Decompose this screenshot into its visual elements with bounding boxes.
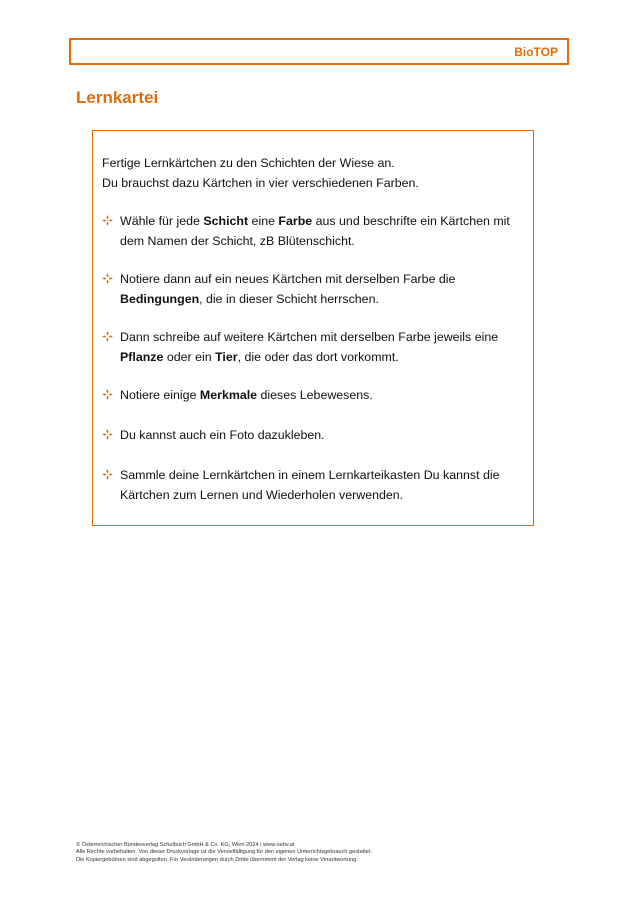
instruction-item: Wähle für jede Schicht eine Farbe aus und beschrifte ein Kärtchen mit dem Namen der Schicht, zB Blütenschicht. xyxy=(102,211,525,251)
footer-line: © Österreichischer Bundesverlag Schulbuch GmbH & Co. KG, Wien 2024 | www.oebv.at xyxy=(76,842,295,848)
bold-term: Farbe xyxy=(278,214,313,228)
bold-term: Pflanze xyxy=(120,350,164,364)
copyright-footer xyxy=(76,842,372,864)
diamond-bullet-icon xyxy=(102,331,113,342)
instruction-item: Sammle deine Lernkärtchen in einem Lernkarteikasten Du kannst die Kärtchen zum Lernen und Wiederholen verwenden. xyxy=(102,465,525,505)
intro-line: Du brauchst dazu Kärtchen in vier verschiedenen Farben. xyxy=(102,176,419,190)
brand-label: BioTOP xyxy=(514,45,558,59)
task-box xyxy=(92,130,534,526)
header-bar xyxy=(69,38,569,65)
diamond-bullet-icon xyxy=(102,469,113,480)
diamond-bullet-icon xyxy=(102,215,113,226)
bold-term: Schicht xyxy=(203,214,249,228)
footer-line: Alle Rechte vorbehalten. Von dieser Druckvorlage ist die Vervielfältigung für den eigenen Unterrichtsgebrauch gestattet. xyxy=(76,849,373,856)
instruction-item: Dann schreibe auf weitere Kärtchen mit derselben Farbe jeweils eine Pflanze oder ein Tier, die oder das dort vorkommt. xyxy=(102,327,525,367)
diamond-bullet-icon xyxy=(102,389,113,400)
bold-term: Tier xyxy=(215,350,238,364)
footer-line: Die Kopiergebühren sind abgegolten. Für Veränderungen durch Dritte übernimmt der Verlag keine Verantwortung. xyxy=(76,856,358,863)
intro-line: Fertige Lernkärtchen zu den Schichten der Wiese an. xyxy=(102,156,395,170)
page-title: Lernkartei xyxy=(76,88,159,107)
instruction-item: Du kannst auch ein Foto dazukleben. xyxy=(102,425,525,445)
instruction-item: Notiere dann auf ein neues Kärtchen mit derselben Farbe die Bedingungen, die in dieser Schicht herrschen. xyxy=(102,269,525,309)
intro-text xyxy=(102,153,525,193)
bold-term: Bedingungen xyxy=(120,292,200,306)
diamond-bullet-icon xyxy=(102,273,113,284)
instruction-list xyxy=(102,211,525,505)
instruction-item: Notiere einige Merkmale dieses Lebewesens. xyxy=(102,385,525,405)
diamond-bullet-icon xyxy=(102,429,113,440)
bold-term: Merkmale xyxy=(199,388,258,402)
